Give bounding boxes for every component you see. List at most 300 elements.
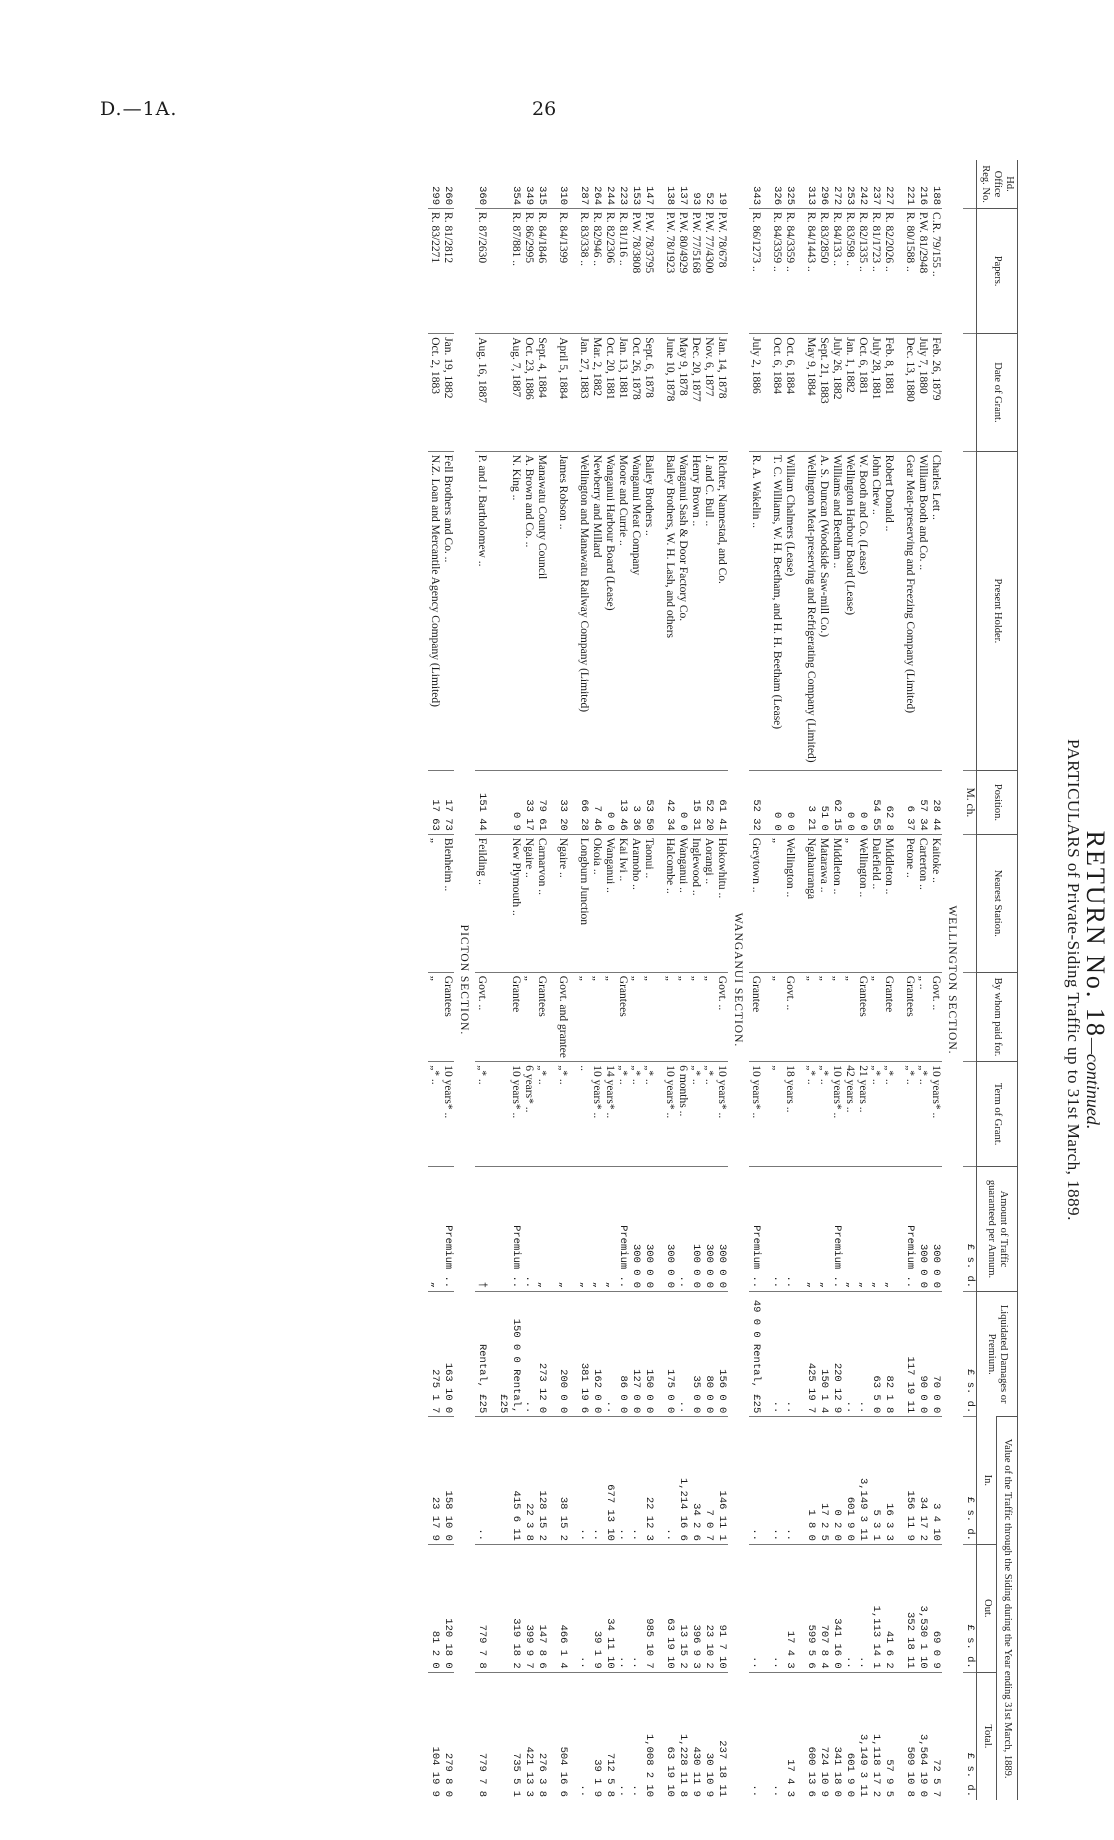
cell-holder: Williams and Beetham .. xyxy=(830,451,843,770)
cell-date: May 9, 1878 xyxy=(676,334,689,452)
cell-date: Jan. 13, 1881 xyxy=(616,334,629,452)
cell-value-out: 352 18 11 xyxy=(903,1544,916,1672)
cell-value-out: 13 15 2 xyxy=(676,1544,689,1672)
cell-position: 61 41 xyxy=(715,771,728,835)
units-row xyxy=(963,160,977,1800)
spacer-cell xyxy=(655,1672,663,1800)
cell-value-total: 72 5 7 xyxy=(929,1672,942,1800)
cell-value-total: 3,564 19 0 xyxy=(916,1672,929,1800)
table-row xyxy=(556,160,569,1800)
cell-value-out: 63 19 10 xyxy=(663,1544,676,1672)
cell-station: Matarawa .. xyxy=(817,834,830,972)
cell-paid-by: „ xyxy=(590,972,603,1061)
cell-value-out: 17 4 3 xyxy=(783,1544,796,1672)
spacer-cell xyxy=(488,771,496,835)
spacer-row xyxy=(548,160,556,1800)
cell-amount: .. xyxy=(770,1166,783,1291)
cell-reg-no: 310 xyxy=(557,186,569,206)
spacer-cell xyxy=(762,160,770,209)
cell-holder: T. C. Williams, W. H. Beetham, and H. H. Beetham (Lease) xyxy=(770,451,783,770)
spacer-cell xyxy=(569,1166,577,1291)
cell-date: Aug. 16, 1887 xyxy=(475,334,488,452)
cell-paid-by: Govt. .. xyxy=(783,972,796,1061)
cell-amount: „ xyxy=(556,1166,569,1291)
cell-position: 13 46 xyxy=(616,771,629,835)
units-damages: £ s. d. xyxy=(963,1292,977,1417)
units-amount: £ s. d. xyxy=(963,1166,977,1291)
cell-date: Aug. 7, 1887 xyxy=(496,334,522,452)
cell-value-total: 430 11 9 xyxy=(689,1672,702,1800)
cell-holder: Manawatu County Council xyxy=(535,451,548,770)
cell-holder: Wellington Harbour Board (Lease) xyxy=(843,451,856,770)
cell-term: 10 years* .. xyxy=(663,1062,676,1167)
spacer-cell xyxy=(655,771,663,835)
cell-paid-by: „ xyxy=(663,972,676,1061)
table-row xyxy=(903,160,916,1800)
spacer-cell xyxy=(762,209,770,334)
spacer-cell xyxy=(895,160,903,209)
spacer-cell xyxy=(548,451,556,770)
return-title: RETURN No. 18—continued. xyxy=(1081,830,1110,1130)
cell-paid-by: „ xyxy=(428,972,441,1061)
cell-position: 42 34 xyxy=(663,771,676,835)
cell-reg-no: 242 xyxy=(857,186,869,206)
cell-papers: P.W. 77/5168 xyxy=(689,209,702,334)
cell-holder: Robert Donald .. xyxy=(882,451,895,770)
spacer-cell xyxy=(548,160,556,209)
cell-position: 53 50 xyxy=(642,771,655,835)
cell-reg-no: 260 xyxy=(442,186,454,206)
cell-amount: 300 0 0 xyxy=(642,1166,655,1291)
table-row xyxy=(817,160,830,1800)
cell-value-in: 7 0 7 xyxy=(702,1417,715,1545)
cell-paid-by: „ xyxy=(689,972,702,1061)
table-row xyxy=(929,160,942,1800)
cell-reg-no: 216 xyxy=(917,186,929,206)
cell-holder: Wanganui Harbour Board (Lease) xyxy=(603,451,616,770)
cell-term: 10 years* .. xyxy=(715,1062,728,1167)
cell-value-in: 5 3 1 xyxy=(869,1417,882,1545)
continued-label: —continued. xyxy=(1083,1037,1103,1130)
spacer-cell xyxy=(569,1417,577,1545)
cell-position: 62 8 xyxy=(882,771,895,835)
cell-value-in: 415 6 11 xyxy=(496,1417,522,1545)
cell-paid-by: Grantees xyxy=(616,972,629,1061)
spacer-cell xyxy=(488,1672,496,1800)
cell-term: 10 years* .. xyxy=(590,1062,603,1167)
cell-value-in: 38 15 2 xyxy=(556,1417,569,1545)
spacer-cell xyxy=(488,160,496,209)
cell-paid-by: „ xyxy=(577,972,590,1061)
cell-papers: R. 87/2630 xyxy=(475,209,488,334)
cell-value-out: 69 0 9 xyxy=(929,1544,942,1672)
table-row xyxy=(916,160,929,1800)
cell-value-out: .. xyxy=(856,1544,869,1672)
cell-holder: R. A. Wakelin .. xyxy=(749,451,762,770)
cell-reg-no: 19 xyxy=(716,192,728,206)
cell-value-total: 1,228 11 8 xyxy=(676,1672,689,1800)
table-row xyxy=(804,160,817,1800)
cell-position: 6 37 xyxy=(903,771,916,835)
table-row xyxy=(590,160,603,1800)
section-header xyxy=(454,160,475,1800)
cell-term: „* .. xyxy=(535,1062,548,1167)
spacer-cell xyxy=(488,834,496,972)
cell-amount: „ xyxy=(577,1166,590,1291)
cell-holder: John Chew .. xyxy=(869,451,882,770)
cell-reg-no: 360 xyxy=(476,186,488,206)
cell-station: Aramoho .. xyxy=(629,834,642,972)
cell-value-in: 0 2 0 xyxy=(830,1417,843,1545)
spacer-cell xyxy=(548,1417,556,1545)
cell-damages: 273 12 0 xyxy=(535,1292,548,1417)
cell-holder: N.Z. Loan and Mercantile Agency Company (Limited) xyxy=(428,451,441,770)
cell-amount: „ xyxy=(428,1166,441,1291)
cell-amount: „ xyxy=(869,1166,882,1291)
spacer-cell xyxy=(895,334,903,452)
cell-reg-no: 244 xyxy=(604,186,616,206)
cell-value-in: .. xyxy=(475,1417,488,1545)
col-out: Out. xyxy=(977,1544,998,1672)
cell-papers: P.W. 80/4929 xyxy=(676,209,689,334)
cell-value-in: 158 10 0 xyxy=(441,1417,454,1545)
cell-value-out: 91 7 10 xyxy=(715,1544,728,1672)
cell-station: „ xyxy=(770,834,783,972)
cell-paid-by: Grantee xyxy=(882,972,895,1061)
cell-value-total: 724 10 9 xyxy=(817,1672,830,1800)
spacer-cell xyxy=(796,160,804,209)
spacer-cell xyxy=(796,1292,804,1417)
cell-amount: 300 0 0 xyxy=(629,1166,642,1291)
cell-papers: R. 81/1723 .. xyxy=(869,209,882,334)
cell-reg-no: 188 xyxy=(930,186,942,206)
cell-position: 66 28 xyxy=(577,771,590,835)
cell-value-total: 237 18 11 xyxy=(715,1672,728,1800)
spacer-cell xyxy=(796,834,804,972)
table-row xyxy=(616,160,629,1800)
cell-value-in: 23 17 9 xyxy=(428,1417,441,1545)
section-header xyxy=(728,160,749,1800)
cell-paid-by: Grantees xyxy=(856,972,869,1061)
cell-amount: Premium .. xyxy=(830,1166,843,1291)
cell-station: Petone .. xyxy=(903,834,916,972)
cell-station: Greytown .. xyxy=(749,834,762,972)
cell-term: 10 years* .. xyxy=(749,1062,762,1167)
cell-paid-by: „ xyxy=(843,972,856,1061)
cell-damages: .. xyxy=(856,1292,869,1417)
cell-papers: R. 82/1335 .. xyxy=(856,209,869,334)
cell-reg-no: 237 xyxy=(870,186,882,206)
rotated-table-sheet xyxy=(110,160,1110,1800)
spacer-cell xyxy=(548,1544,556,1672)
cell-value-in: .. xyxy=(629,1417,642,1545)
cell-position: 28 44 xyxy=(929,771,942,835)
cell-paid-by: „ xyxy=(522,972,535,1061)
cell-value-total: 104 19 9 xyxy=(428,1672,441,1800)
cell-value-total: .. xyxy=(749,1672,762,1800)
cell-date: Sept. 21, 1883 xyxy=(817,334,830,452)
cell-reg-no: 313 xyxy=(805,186,817,206)
cell-date: Dec. 20, 1877 xyxy=(689,334,702,452)
cell-damages: .. xyxy=(676,1292,689,1417)
section-title: PICTON SECTION. xyxy=(458,924,470,1036)
cell-date: Dec. 13, 1880 xyxy=(903,334,916,452)
cell-value-in: 16 3 3 xyxy=(882,1417,895,1545)
cell-value-out: .. xyxy=(577,1544,590,1672)
cell-damages: 80 0 0 xyxy=(702,1292,715,1417)
cell-reg-no: 93 xyxy=(690,192,702,206)
cell-reg-no: 326 xyxy=(771,186,783,206)
cell-date: July 7, 1880 xyxy=(916,334,929,452)
cell-station: Feilding .. xyxy=(475,834,488,972)
col-holder: Present Holder. xyxy=(977,451,1018,770)
spacer-cell xyxy=(548,771,556,835)
cell-value-in: .. xyxy=(663,1417,676,1545)
cell-station: Ngahauranga xyxy=(804,834,817,972)
spacer-cell xyxy=(895,451,903,770)
cell-value-out: .. xyxy=(770,1544,783,1672)
table-row xyxy=(496,160,522,1800)
cell-station: Carnarvon .. xyxy=(535,834,548,972)
spacer-cell xyxy=(895,1292,903,1417)
cell-position: 3 21 xyxy=(804,771,817,835)
cell-damages: .. xyxy=(783,1292,796,1417)
table-row xyxy=(715,160,728,1800)
cell-value-in: .. xyxy=(590,1417,603,1545)
cell-papers: R. 83/338 .. xyxy=(577,209,590,334)
cell-damages: 82 1 8 xyxy=(882,1292,895,1417)
cell-term: 42 years .. xyxy=(843,1062,856,1167)
spacer-cell xyxy=(655,972,663,1061)
table-body xyxy=(428,160,963,1800)
cell-value-in: .. xyxy=(616,1417,629,1545)
spacer-cell xyxy=(895,1166,903,1291)
cell-paid-by: „ xyxy=(869,972,882,1061)
cell-value-in: 128 15 2 xyxy=(535,1417,548,1545)
cell-value-total: 30 10 9 xyxy=(702,1672,715,1800)
cell-amount: .. xyxy=(522,1166,535,1291)
cell-damages: Rental, £25 xyxy=(475,1292,488,1417)
cell-amount: „ xyxy=(856,1166,869,1291)
cell-position: 51 0 xyxy=(817,771,830,835)
cell-damages: 90 0 0 xyxy=(916,1292,929,1417)
spacer-cell xyxy=(655,334,663,452)
cell-amount: .. xyxy=(676,1166,689,1291)
cell-holder: W. Booth and Co. (Lease) xyxy=(856,451,869,770)
cell-holder: James Robson .. xyxy=(556,451,569,770)
spacer-cell xyxy=(655,1544,663,1672)
spacer-cell xyxy=(488,1544,496,1672)
cell-holder: Bailey Brothers, W. H. Lash, and others xyxy=(663,451,676,770)
cell-damages: 127 0 0 xyxy=(629,1292,642,1417)
cell-station: Blenheim .. xyxy=(441,834,454,972)
cell-holder: N. King .. xyxy=(496,451,522,770)
cell-station: Wanganui .. xyxy=(603,834,616,972)
table-row xyxy=(535,160,548,1800)
cell-holder: William Booth and Co. .. xyxy=(916,451,929,770)
cell-paid-by: „ .. xyxy=(916,972,929,1061)
cell-date: Jan. 14, 1878 xyxy=(715,334,728,452)
cell-value-out: 599 5 6 xyxy=(804,1544,817,1672)
cell-date: July 2, 1886 xyxy=(749,334,762,452)
cell-reg-no: 137 xyxy=(677,186,689,206)
table-row xyxy=(783,160,796,1800)
cell-position: 33 20 xyxy=(556,771,569,835)
cell-date: Feb. 8, 1881 xyxy=(882,334,895,452)
cell-value-in: 3 4 10 xyxy=(929,1417,942,1545)
cell-date: Oct. 23, 1886 xyxy=(522,334,535,452)
col-total: Total. xyxy=(977,1672,998,1800)
cell-station: „ xyxy=(843,834,856,972)
spacer-cell xyxy=(548,834,556,972)
cell-damages: .. xyxy=(770,1292,783,1417)
spacer-cell xyxy=(762,1292,770,1417)
cell-value-out: 39 1 9 xyxy=(590,1544,603,1672)
cell-date: April 5, 1884 xyxy=(556,334,569,452)
page-number: 26 xyxy=(532,98,557,120)
cell-papers: R. 86/2995 xyxy=(522,209,535,334)
cell-holder: Wellington Meat-preserving and Refrigerating Company (Limited) xyxy=(804,451,817,770)
spacer-cell xyxy=(762,771,770,835)
spacer-cell xyxy=(488,1417,496,1545)
spacer-cell xyxy=(655,1166,663,1291)
cell-date: Jan. 1, 1882 xyxy=(843,334,856,452)
cell-value-in: .. xyxy=(770,1417,783,1545)
cell-date: Oct. 6, 1884 xyxy=(783,334,796,452)
cell-value-total: 1,118 17 2 xyxy=(869,1672,882,1800)
cell-damages: 150 1 4 xyxy=(817,1292,830,1417)
cell-holder: Wanganui Sash & Door Factory Co. xyxy=(676,451,689,770)
cell-station: Carterton .. xyxy=(916,834,929,972)
cell-term: „* .. xyxy=(702,1062,715,1167)
cell-term: .. xyxy=(577,1062,590,1167)
cell-holder: Wanganui Meat Company xyxy=(629,451,642,770)
spacer-cell xyxy=(655,1417,663,1545)
cell-damages: 163 10 0 xyxy=(441,1292,454,1417)
spacer-cell xyxy=(762,1544,770,1672)
spacer-cell xyxy=(895,771,903,835)
cell-damages: 162 0 0 xyxy=(590,1292,603,1417)
cell-damages: .. xyxy=(603,1292,616,1417)
cell-date: Mar. 2, 1882 xyxy=(590,334,603,452)
cell-term: „* .. xyxy=(869,1062,882,1167)
cell-reg-no: 315 xyxy=(536,186,548,206)
cell-value-total: 3,149 3 11 xyxy=(856,1672,869,1800)
spacer-cell xyxy=(655,451,663,770)
cell-value-in: .. xyxy=(577,1417,590,1545)
cell-amount: 300 0 0 xyxy=(715,1166,728,1291)
cell-term: 18 years .. xyxy=(783,1062,796,1167)
units-total: £ s. d. xyxy=(963,1672,977,1800)
cell-paid-by: Grantee xyxy=(749,972,762,1061)
spacer-cell xyxy=(569,1062,577,1167)
cell-amount: 300 0 0 xyxy=(916,1166,929,1291)
cell-term: „* .. xyxy=(556,1062,569,1167)
spacer-cell xyxy=(569,160,577,209)
cell-amount: „ xyxy=(804,1166,817,1291)
cell-papers: R. 83/2850 xyxy=(817,209,830,334)
cell-value-out: 41 6 2 xyxy=(882,1544,895,1672)
section-header xyxy=(942,160,963,1800)
cell-value-in: .. xyxy=(783,1417,796,1545)
cell-paid-by: „ xyxy=(804,972,817,1061)
cell-position: 52 20 xyxy=(702,771,715,835)
cell-date: Jan. 27, 1883 xyxy=(577,334,590,452)
cell-amount: „ xyxy=(535,1166,548,1291)
spacer-cell xyxy=(655,1062,663,1167)
table-row xyxy=(830,160,843,1800)
title-block xyxy=(1064,160,1110,1800)
cell-station: „ xyxy=(428,834,441,972)
cell-holder: Bailey Brothers .. xyxy=(642,451,655,770)
private-siding-table xyxy=(428,160,1018,1800)
cell-term: „* .. xyxy=(629,1062,642,1167)
table-row xyxy=(676,160,689,1800)
spacer-cell xyxy=(762,334,770,452)
cell-station: Ngaire .. xyxy=(556,834,569,972)
spacer-cell xyxy=(548,972,556,1061)
cell-value-in: 22 12 3 xyxy=(642,1417,655,1545)
cell-damages: 70 0 0 xyxy=(929,1292,942,1417)
col-term: Term of Grant. xyxy=(977,1062,1018,1167)
spacer-cell xyxy=(895,1544,903,1672)
col-damages: Liquidated Damages or Premium. xyxy=(977,1292,1018,1417)
cell-value-total: 735 5 1 xyxy=(496,1672,522,1800)
cell-value-out: 120 18 0 xyxy=(441,1544,454,1672)
cell-position: 0 0 xyxy=(770,771,783,835)
spacer-row xyxy=(655,160,663,1800)
cell-amount: „ xyxy=(590,1166,603,1291)
table-row xyxy=(428,160,441,1800)
cell-value-total: 279 8 0 xyxy=(441,1672,454,1800)
spacer-cell xyxy=(569,972,577,1061)
table-row xyxy=(869,160,882,1800)
cell-amount: 300 0 0 xyxy=(929,1166,942,1291)
cell-damages: 220 12 9 xyxy=(830,1292,843,1417)
cell-value-total: 39 1 9 xyxy=(590,1672,603,1800)
cell-position: 0 0 xyxy=(856,771,869,835)
spacer-cell xyxy=(762,451,770,770)
cell-position: 0 0 xyxy=(843,771,856,835)
col-position: Position. xyxy=(977,771,1018,835)
cell-date: Nov. 6, 1877 xyxy=(702,334,715,452)
document-reference: D.—1A. xyxy=(100,98,178,120)
cell-station: New Plymouth .. xyxy=(496,834,522,972)
cell-term: 10 years* .. xyxy=(496,1062,522,1167)
col-value-group: Value of the Traffic through the Siding during the Year ending 31st March, 1889. xyxy=(997,1417,1018,1800)
cell-value-out: 319 18 2 xyxy=(496,1544,522,1672)
cell-holder: Moore and Currie .. xyxy=(616,451,629,770)
cell-damages: 175 0 0 xyxy=(663,1292,676,1417)
cell-term: 6 months .. xyxy=(676,1062,689,1167)
cell-reg-no: 52 xyxy=(703,192,715,206)
cell-paid-by: „ xyxy=(770,972,783,1061)
cell-paid-by: Govt. .. xyxy=(475,972,488,1061)
cell-term: „* .. xyxy=(817,1062,830,1167)
cell-papers: R. 84/133 .. xyxy=(830,209,843,334)
cell-damages: 200 0 0 xyxy=(556,1292,569,1417)
cell-term: 10 years* .. xyxy=(441,1062,454,1167)
spacer-cell xyxy=(655,834,663,972)
cell-value-in: 1 8 0 xyxy=(804,1417,817,1545)
cell-papers: R. 83/2271 xyxy=(428,209,441,334)
spacer-cell xyxy=(655,209,663,334)
cell-papers: R. 84/3359 .. xyxy=(770,209,783,334)
cell-value-in: 34 17 2 xyxy=(916,1417,929,1545)
cell-station: Wellington .. xyxy=(856,834,869,972)
cell-holder: William Chalmers (Lease) xyxy=(783,451,796,770)
cell-damages: 150 0 0 Rental, £25 xyxy=(496,1292,522,1417)
